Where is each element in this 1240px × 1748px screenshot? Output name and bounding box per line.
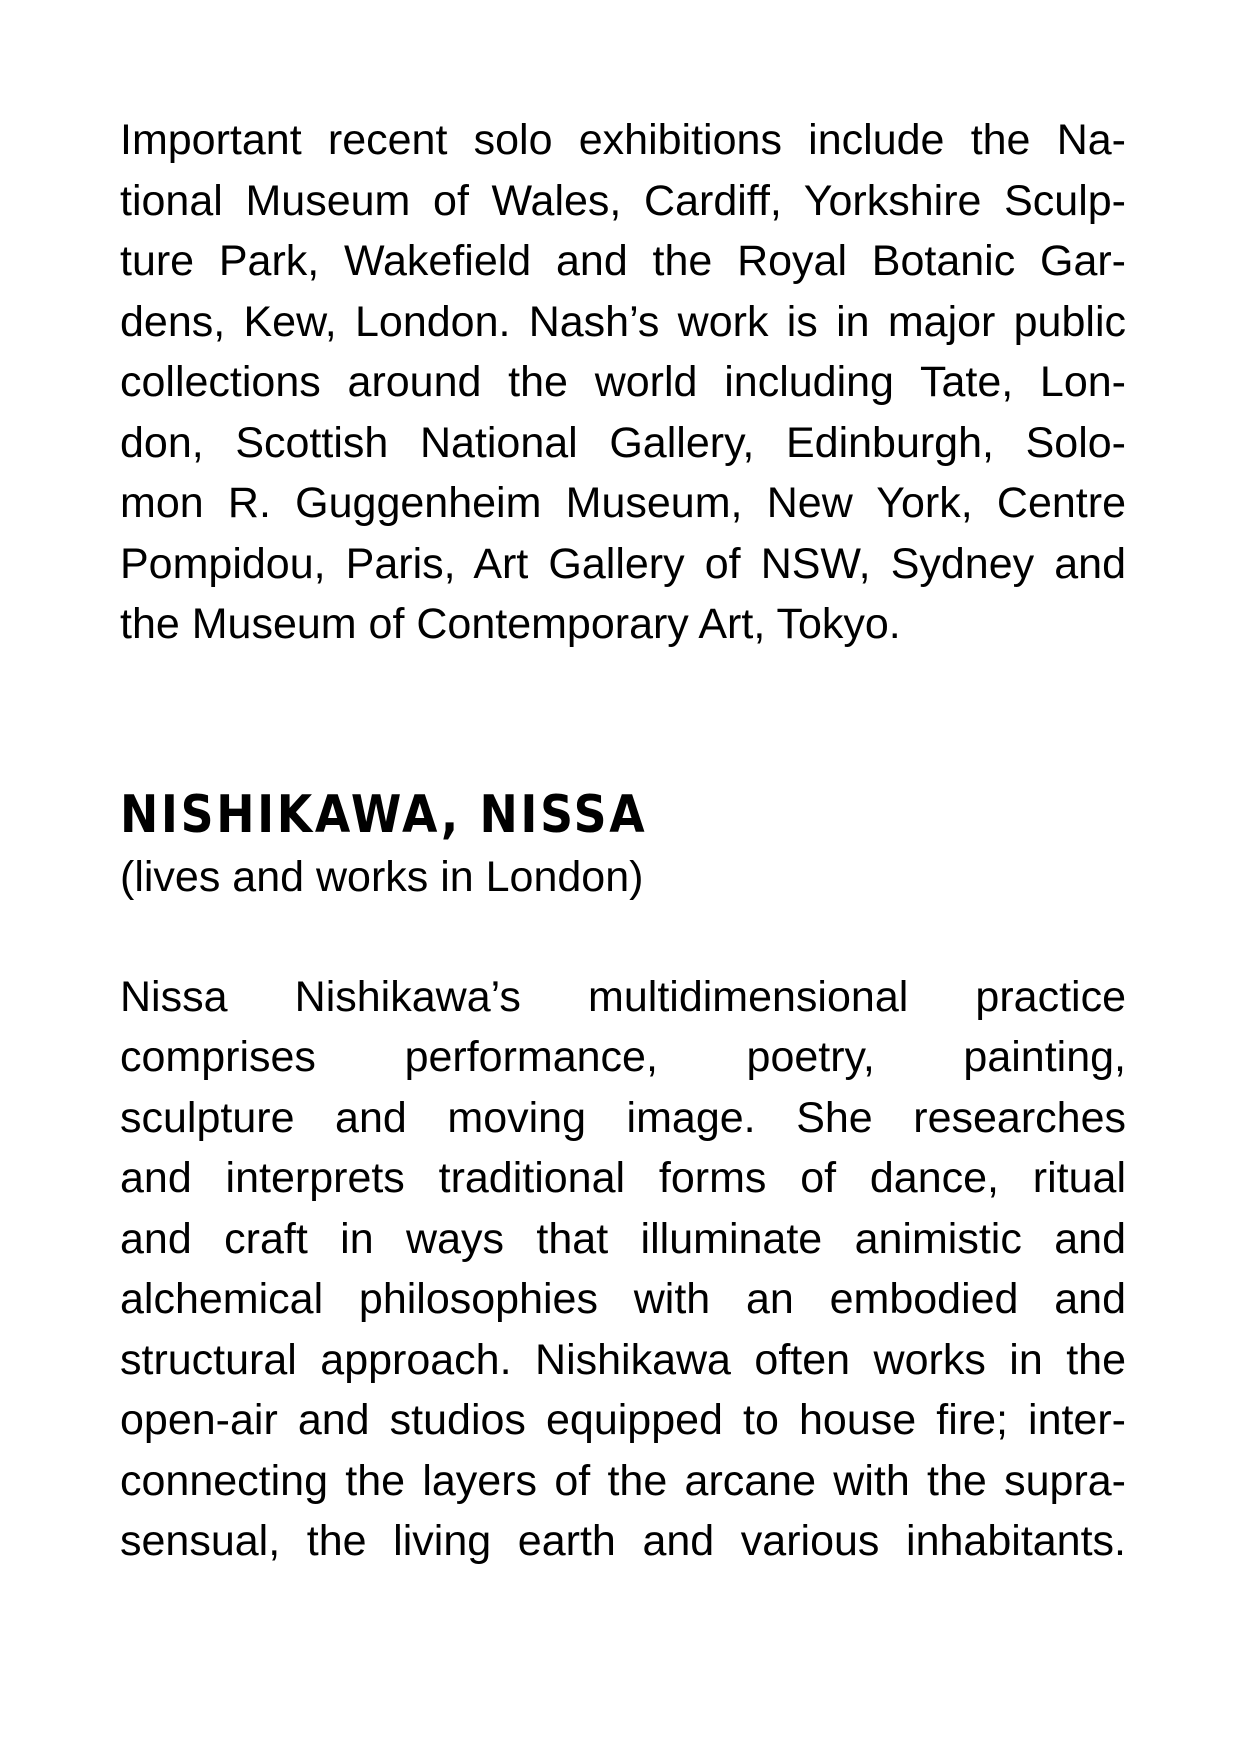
paragraph-line: mon R. Guggenheim Museum, New York, Centre	[120, 479, 1126, 527]
paragraph-line: structural approach. Nishikawa often works in the	[120, 1335, 1126, 1384]
paragraph-line: open-air and studios equipped to house fire; inter-	[120, 1396, 1126, 1444]
paragraph-line: Nissa Nishikawa’s multidimensional practice	[120, 972, 1126, 1021]
paragraph-line: and craft in ways that illuminate animistic and	[120, 1214, 1126, 1263]
exhibitions-paragraph	[120, 110, 1126, 655]
paragraph-line: sculpture and moving image. She researches	[120, 1093, 1126, 1142]
paragraph-line: connecting the layers of the arcane with the supra-	[120, 1456, 1126, 1505]
paragraph-line: ture Park, Wakefield and the Royal Botanic Gar-	[120, 237, 1126, 285]
biography-paragraph	[120, 967, 1126, 1572]
paragraph-line: alchemical philosophies with an embodied and	[120, 1275, 1126, 1323]
paragraph-line: comprises performance, poetry, painting,	[120, 1033, 1126, 1081]
paragraph-line: Important recent solo exhibitions include the Na-	[120, 116, 1126, 164]
document-page	[120, 110, 1126, 1572]
paragraph-line: the Museum of Contemporary Art, Tokyo.	[120, 600, 901, 648]
paragraph-line: Pompidou, Paris, Art Gallery of NSW, Sydney and	[120, 539, 1126, 588]
paragraph-line: don, Scottish National Gallery, Edinburgh, Solo-	[120, 418, 1126, 467]
paragraph-line: tional Museum of Wales, Cardiff, Yorkshire Sculp-	[120, 176, 1126, 225]
paragraph-line: and interprets traditional forms of dance, ritual	[120, 1154, 1126, 1202]
paragraph-line: collections around the world including Tate, Lon-	[120, 358, 1126, 406]
artist-location: (lives and works in London)	[120, 852, 644, 901]
paragraph-line: sensual, the living earth and various inhabitants.	[120, 1517, 1126, 1565]
artist-name-heading: NISHIKAWA, NISSA	[120, 784, 648, 845]
paragraph-line: dens, Kew, London. Nash’s work is in major public	[120, 297, 1126, 346]
